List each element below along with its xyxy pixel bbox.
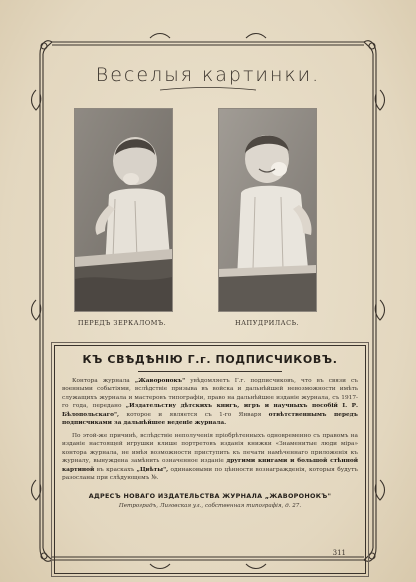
para2-text-b: въ краскахъ <box>94 466 137 473</box>
caption-right: НАПУДРИЛАСЬ. <box>234 319 300 327</box>
notice-paragraph-2 <box>62 432 358 482</box>
notice-heading: КЪ СВѢДѢНІЮ Г.г. ПОДПИСЧИКОВЪ. <box>82 353 338 366</box>
para1-text-a: Контора журнала <box>72 378 135 384</box>
para1-text-b: увѣдомляетъ Г.г. подписчиковъ, что въ связи съ военными событіями, вслѣдствіе призыва въ войска и дальнѣйшей невозможности имѣть служащихъ журнала и мастеровъ типографіи, право на дальнѣйшее изданіе журнала, съ 1917-го года, передано <box>62 378 358 410</box>
journal-name: „Жаворонокъ" <box>134 378 186 384</box>
publisher-address-heading: АДРЕСЪ НОВАГО ИЗДАТЕЛЬСТВА ЖУРНАЛА „ЖАВОРОНОКЪ" <box>88 492 332 500</box>
caption-left: ПЕРЕДЪ ЗЕРКАЛОМЪ. <box>77 319 167 327</box>
page-number: 311 <box>332 549 346 557</box>
publisher-address: Петроградъ, Лиговская ул., собственная типографія, д. 27. <box>118 503 302 509</box>
responsibility-text: отвѣтственнымъ передъ подписчиками за дальнѣйшее веденіе журнала. <box>62 411 358 427</box>
page-title: Веселыя картинки. <box>95 64 321 86</box>
photo-child-before-mirror <box>74 108 173 312</box>
para2-text-a: По этой-же причинѣ, вслѣдствіе неполученія пріобрѣтенныхъ одновременно съ правомъ на изданіе настоящей игрушки клише портретовъ изданія книжки «Знаменитые люди міра» контора журнала, не имѣя возможности приступить къ печати намѣченнаго приложенія къ журналу, вынуждена замѣнить означенное изданіе <box>62 433 358 465</box>
notice-paragraph-1 <box>62 377 358 427</box>
publisher-name: „Издательству дѣтскихъ книгъ, игръ и научныхъ пособій І. Р. Бѣлопольскаго", <box>62 403 358 418</box>
para2-text-c: одинаковыми по цѣнности вознагражденія, которыя будутъ разосланы при слѣдующемъ №. <box>62 466 358 482</box>
heading-rule <box>138 371 282 372</box>
photo-child-powdered <box>218 108 317 312</box>
para1-text-c: которое и является съ 1-го Января <box>119 411 269 418</box>
picture-title: „Цвѣты", <box>136 466 169 473</box>
replacement-books: другими книгами и большой стѣнной картиной <box>62 458 358 473</box>
